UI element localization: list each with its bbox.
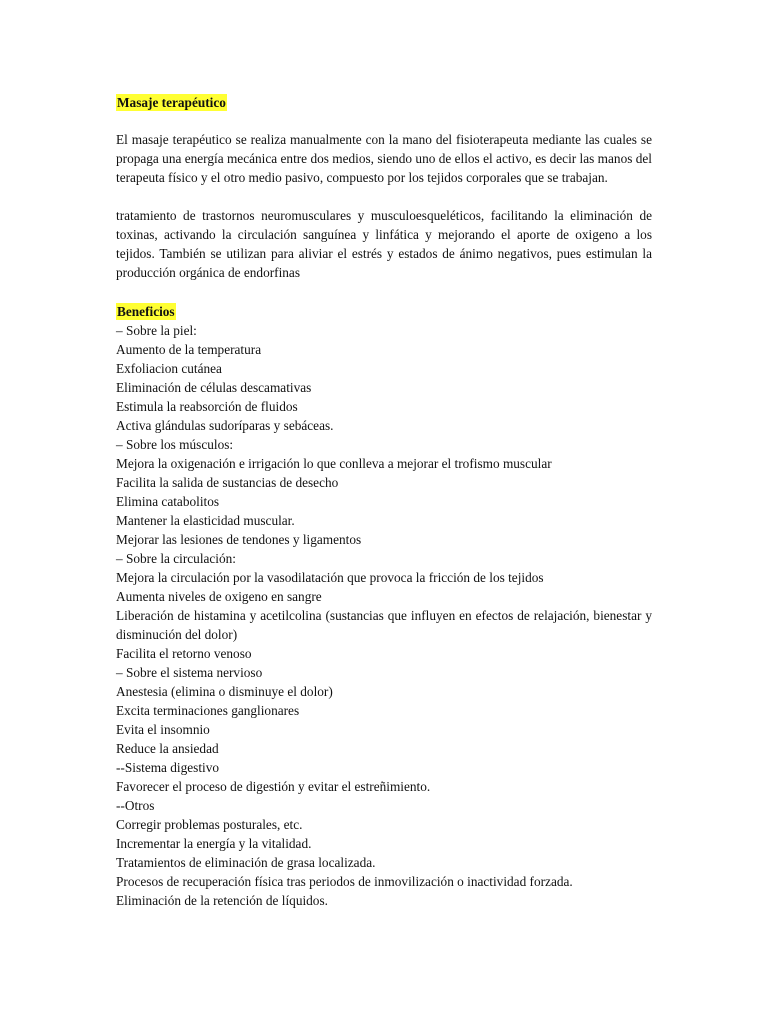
benefits-heading: Beneficios — [117, 304, 175, 319]
list-item: Incrementar la energía y la vitalidad. — [116, 836, 312, 851]
list-item: Aumento de la temperatura — [116, 342, 262, 357]
list-item: Eliminación de células descamativas — [116, 380, 312, 395]
list-item: Mejora la oxigenación e irrigación lo que conlleva a mejorar el trofismo muscular — [116, 456, 552, 471]
document-title: Masaje terapéutico — [117, 95, 226, 110]
list-item: Anestesia (elimina o disminuye el dolor) — [116, 684, 333, 699]
document-page — [116, 93, 652, 910]
list-item: --Otros — [116, 798, 155, 813]
list-item: Liberación de histamina y acetilcolina (sustancias que influyen en efectos de relajación, bienestar y disminución del dolor) — [116, 608, 652, 642]
list-item: – Sobre la circulación: — [116, 551, 236, 566]
list-item: – Sobre los músculos: — [116, 437, 234, 452]
list-item: Mejorar las lesiones de tendones y ligamentos — [116, 532, 362, 547]
list-item: Excita terminaciones ganglionares — [116, 703, 300, 718]
benefits-heading-row — [116, 302, 652, 321]
treatment-paragraph: tratamiento de trastornos neuromusculares y musculoesqueléticos, facilitando la eliminación de toxinas, activando la circulación sanguínea y linfática y mejorando el aporte de oxigeno a los tejidos. También se utilizan para aliviar el estrés y estados de ánimo negativos, pues estimulan la producción orgánica de endorfinas — [116, 208, 652, 280]
list-item: Procesos de recuperación física tras periodos de inmovilización o inactividad forzada. — [116, 874, 573, 889]
list-item: – Sobre la piel: — [116, 323, 197, 338]
list-item: Tratamientos de eliminación de grasa localizada. — [116, 855, 376, 870]
intro-paragraph: El masaje terapéutico se realiza manualmente con la mano del fisioterapeuta mediante las cuales se propaga una energía mecánica entre dos medios, siendo uno de ellos el activo, es decir las manos del terapeuta físico y el otro medio pasivo, compuesto por los tejidos corporales que se trabajan. — [116, 132, 652, 185]
list-item: Facilita el retorno venoso — [116, 646, 252, 661]
list-item: Estimula la reabsorción de fluidos — [116, 399, 298, 414]
benefits-list — [116, 321, 652, 910]
list-item: Exfoliacion cutánea — [116, 361, 222, 376]
title-row — [116, 93, 652, 113]
list-item: Facilita la salida de sustancias de desecho — [116, 475, 339, 490]
list-item: Aumenta niveles de oxigeno en sangre — [116, 589, 322, 604]
list-item: Eliminación de la retención de líquidos. — [116, 893, 328, 908]
list-item: Corregir problemas posturales, etc. — [116, 817, 303, 832]
list-item: Activa glándulas sudoríparas y sebáceas. — [116, 418, 334, 433]
list-item: Evita el insomnio — [116, 722, 210, 737]
list-item: Mantener la elasticidad muscular. — [116, 513, 295, 528]
list-item: --Sistema digestivo — [116, 760, 220, 775]
list-item: Favorecer el proceso de digestión y evitar el estreñimiento. — [116, 779, 431, 794]
list-item: Reduce la ansiedad — [116, 741, 219, 756]
list-item: Mejora la circulación por la vasodilatación que provoca la fricción de los tejidos — [116, 570, 544, 585]
list-item: – Sobre el sistema nervioso — [116, 665, 263, 680]
list-item: Elimina catabolitos — [116, 494, 220, 509]
